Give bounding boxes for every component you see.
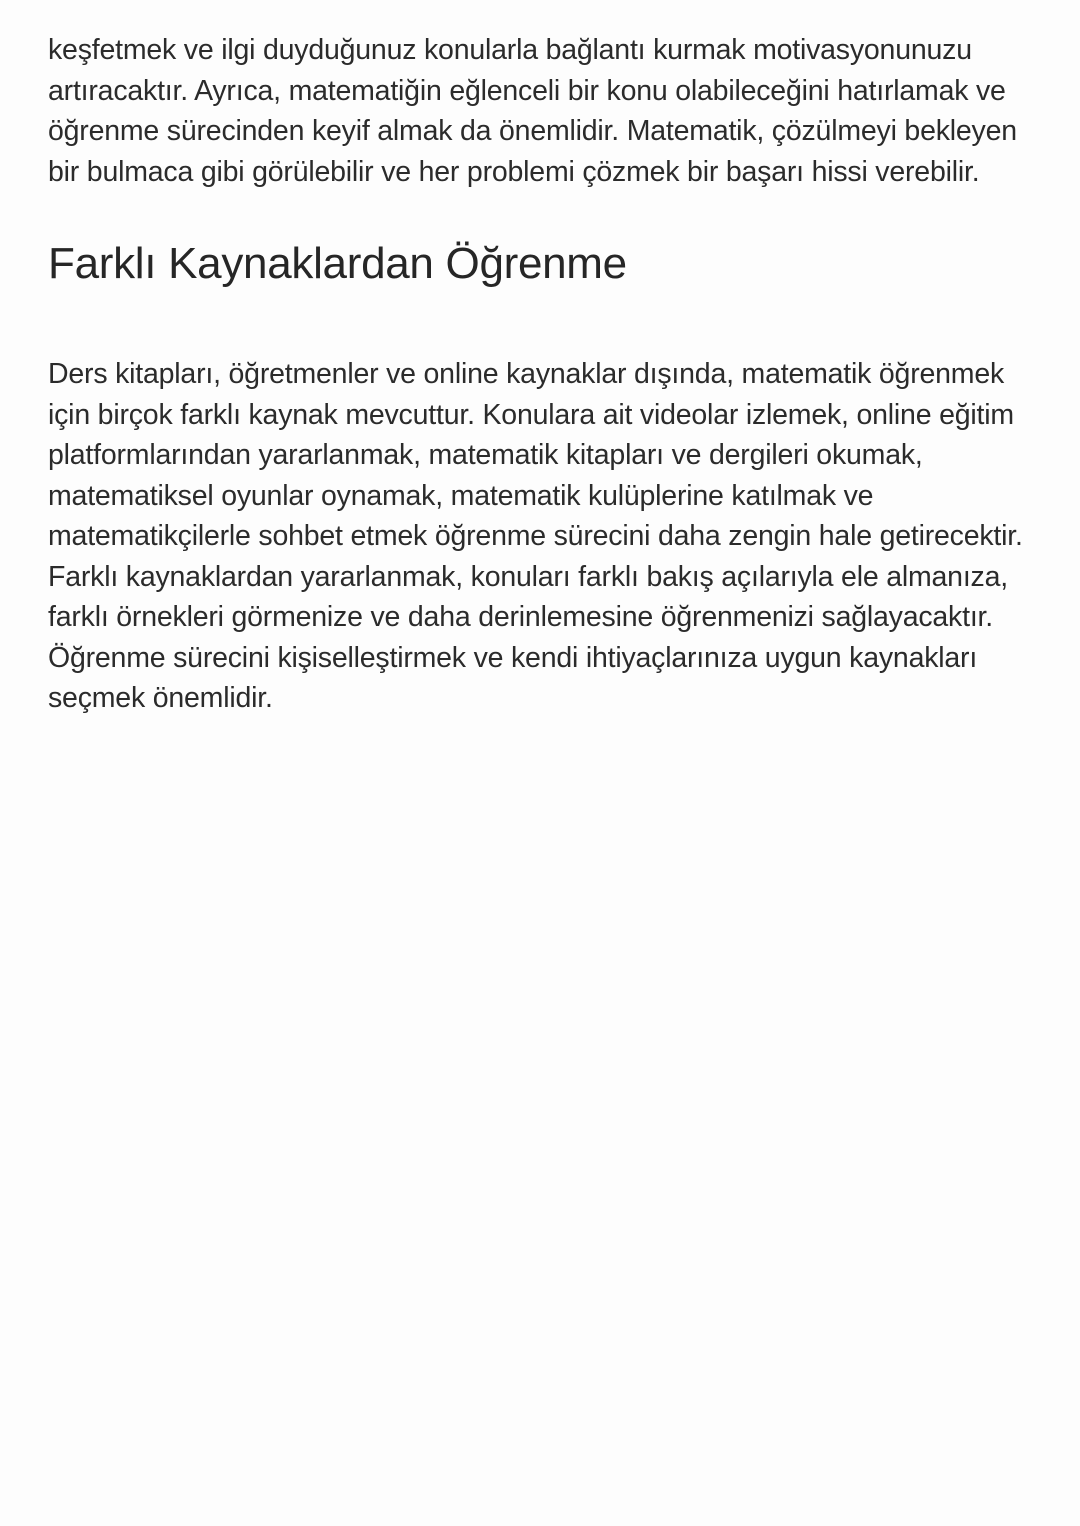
section-heading: Farklı Kaynaklardan Öğrenme (48, 239, 627, 288)
intro-paragraph: keşfetmek ve ilgi duyduğunuz konularla bağlantı kurmak motivasyonunuzu artıracaktır. Ayrıca, matematiğin eğlenceli bir konu olabileceğini hatırlamak ve öğrenme sürecinden keyif almak da önemlidir. Matematik, çözülmeyi bekleyen bir bulmaca gibi görülebilir ve her problemi çözmek bir başarı hissi verebilir. (48, 34, 1017, 188)
article-body (48, 30, 1038, 719)
section-paragraph: Ders kitapları, öğretmenler ve online kaynaklar dışında, matematik öğrenmek için birçok farklı kaynak mevcuttur. Konulara ait videolar izlemek, online eğitim platformlarından yararlanmak, matematik kitapları ve dergileri okumak, matematiksel oyunlar oynamak, matematik kulüplerine katılmak ve matematikçilerle sohbet etmek öğrenme sürecini daha zengin hale getirecektir. Farklı kaynaklardan yararlanmak, konuları farklı bakış açılarıyla ele almanıza, farklı örnekleri görmenize ve daha derinlemesine öğrenmenizi sağlayacaktır. Öğrenme sürecini kişiselleştirmek ve kendi ihtiyaçlarınıza uygun kaynakları seçmek önemlidir. (48, 358, 1023, 714)
